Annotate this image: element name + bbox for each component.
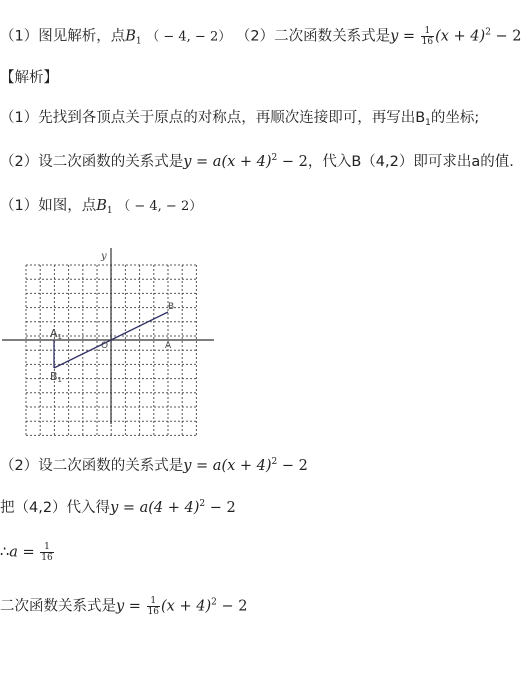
answer-formula-prefix: y = bbox=[390, 28, 420, 45]
final-line bbox=[0, 596, 247, 617]
label-b1-letter: B bbox=[50, 370, 58, 383]
label-b: B bbox=[168, 302, 175, 312]
analysis-step1-text: （1）先找到各顶点关于原点的对称点，再顺次连接即可，再写出B bbox=[0, 110, 426, 126]
label-b1-sub: 1 bbox=[57, 376, 63, 384]
substitution-line bbox=[0, 498, 236, 518]
a-prefix: a = bbox=[9, 544, 40, 561]
substitution-formula-tail: − 2 bbox=[205, 500, 236, 516]
analysis-step2-text: （2）设二次函数的关系式是 bbox=[0, 154, 184, 170]
substitution-exp: 2 bbox=[199, 499, 206, 509]
answer-frac-num: 1 bbox=[421, 26, 434, 37]
a-frac-num: 1 bbox=[40, 542, 53, 553]
analysis-step2-exp: 2 bbox=[271, 153, 278, 163]
label-o: O bbox=[101, 341, 109, 351]
analysis-step1 bbox=[0, 108, 479, 128]
analysis-step1-tail: 的坐标; bbox=[430, 110, 480, 126]
analysis-step2-formula: y = a(x + 4) bbox=[183, 154, 272, 170]
analysis-step1-sub: 1 bbox=[425, 118, 431, 128]
label-a1-letter: A bbox=[50, 327, 58, 340]
solution-part1 bbox=[0, 196, 202, 217]
answer-formula-tail: − 2 bbox=[490, 28, 522, 45]
a-fraction bbox=[40, 542, 53, 563]
solution-part2 bbox=[0, 456, 308, 476]
final-frac-den: 16 bbox=[147, 607, 160, 617]
analysis-step2 bbox=[0, 152, 514, 172]
analysis-heading: 【解析】 bbox=[0, 70, 58, 86]
final-text: 二次函数关系式是 bbox=[0, 598, 116, 615]
solution-part2-text: （2）设二次函数的关系式是 bbox=[0, 458, 184, 474]
label-b1 bbox=[50, 370, 62, 384]
therefore-line bbox=[0, 542, 55, 563]
answer-part2-label: （2）二次函数关系式是 bbox=[235, 28, 391, 45]
substitution-formula: y = a(4 + 4) bbox=[110, 500, 200, 516]
answer-point-coords: （ − 4, − 2） bbox=[146, 29, 232, 45]
label-a: A bbox=[165, 341, 172, 351]
final-frac-num: 1 bbox=[147, 596, 160, 607]
solution-point-sub: 1 bbox=[106, 206, 113, 216]
solution-part1-text: （1）如图，点 bbox=[0, 198, 97, 214]
label-a1-sub: 1 bbox=[57, 333, 62, 341]
final-suffix: (x + 4) bbox=[161, 598, 212, 615]
answer-part1-label: （1）图见解析，点 bbox=[0, 28, 126, 45]
answer-line bbox=[0, 26, 522, 48]
answer-point-name: B bbox=[125, 28, 136, 45]
analysis-step2-tail: ，代入B（4,2）即可求出a的值. bbox=[307, 154, 514, 170]
final-fraction bbox=[147, 596, 160, 617]
answer-fraction bbox=[421, 26, 434, 47]
solution-part2-exp: 2 bbox=[271, 457, 278, 467]
final-tail: − 2 bbox=[216, 598, 248, 615]
label-a1 bbox=[50, 327, 62, 341]
solution-part2-formula: y = a(x + 4) bbox=[183, 458, 272, 474]
final-prefix: y = bbox=[116, 598, 146, 615]
solution-point-name: B bbox=[96, 198, 107, 214]
answer-formula-suffix: (x + 4) bbox=[435, 28, 486, 45]
coordinate-grid-figure bbox=[0, 244, 220, 430]
label-y: y bbox=[101, 251, 107, 262]
answer-formula-exp: 2 bbox=[485, 27, 491, 38]
analysis-step2-formula-tail: − 2 bbox=[277, 154, 308, 170]
substitution-text: 把（4,2）代入得 bbox=[0, 500, 111, 516]
answer-point-sub: 1 bbox=[135, 36, 142, 47]
answer-frac-den: 16 bbox=[421, 37, 434, 47]
final-exp: 2 bbox=[211, 597, 217, 608]
therefore-symbol: ∴ bbox=[0, 544, 10, 561]
a-frac-den: 16 bbox=[41, 553, 53, 563]
solution-part2-formula-tail: − 2 bbox=[277, 458, 308, 474]
solution-point-coords: （ − 4, − 2） bbox=[117, 199, 203, 214]
